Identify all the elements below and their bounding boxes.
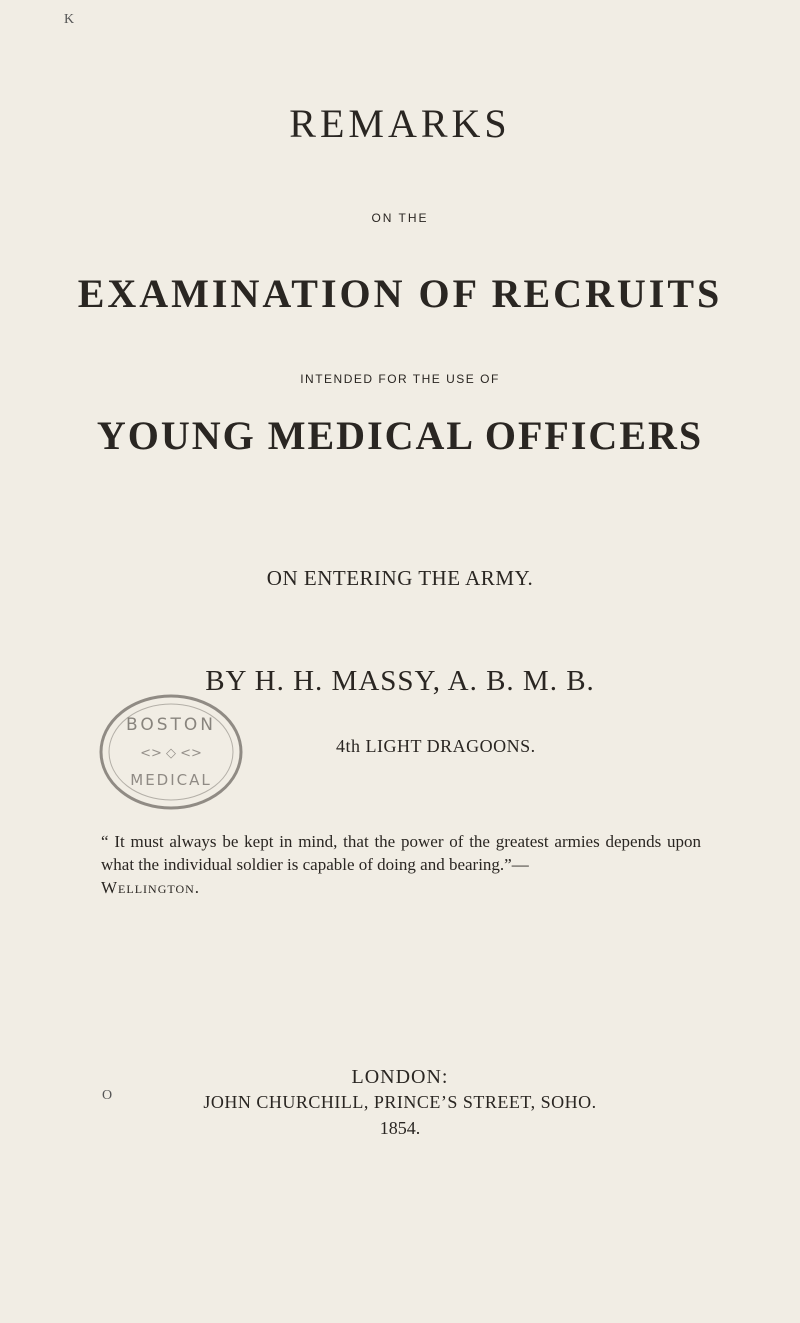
imprint-mark: O [102, 1088, 113, 1103]
svg-text:BOSTON: BOSTON [125, 715, 217, 735]
library-stamp [96, 690, 246, 815]
title-entering-army: ON ENTERING THE ARMY. [266, 566, 534, 590]
epigraph-quote: “ It must always be kept in mind, that the power of the greatest armies depends upon what the individual soldier is capable of doing and bearing.”— [101, 832, 701, 874]
imprint-city: LONDON: [351, 1066, 449, 1088]
epigraph [101, 830, 701, 899]
svg-text:MEDICAL: MEDICAL [130, 771, 212, 789]
title-examination: EXAMINATION OF RECRUITS [77, 271, 723, 316]
epigraph-attribution: Wellington. [101, 878, 201, 897]
title-on-the: ON THE [371, 211, 429, 225]
svg-text:<> ◇ <>: <> ◇ <> [140, 746, 202, 761]
author-regiment: 4th LIGHT DRAGOONS. [336, 736, 536, 756]
imprint-publisher: JOHN CHURCHILL, PRINCE’S STREET, SOHO. [203, 1092, 597, 1112]
author-byline: BY H. H. MASSY, A. B. M. B. [205, 665, 595, 697]
imprint-year: 1854. [379, 1118, 421, 1138]
title-remarks: REMARKS [289, 101, 511, 146]
title-young-officers: YOUNG MEDICAL OFFICERS [96, 413, 704, 458]
corner-mark: K [64, 12, 75, 27]
title-intended: INTENDED FOR THE USE OF [300, 372, 500, 386]
